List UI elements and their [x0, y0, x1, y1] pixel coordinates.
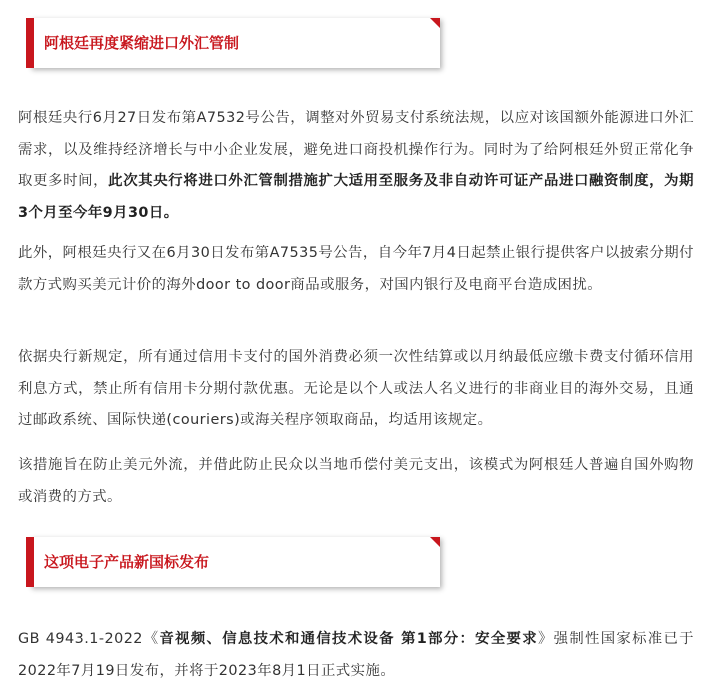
section-header-argentina: [26, 18, 440, 68]
paragraph: [18, 342, 694, 437]
paragraph-text: 此外，阿根廷央行又在6月30日发布第A7535号公告，自今年7月4日起禁止银行提供客户以披索分期付款方式购买美元计价的海外door to door商品或服务，对国内银行及电商平台造成困扰。: [18, 245, 694, 293]
header-accent-bar: [26, 18, 34, 68]
paragraph-text: 该措施旨在防止美元外流，并借此防止民众以当地币偿付美元支出，该模式为阿根廷人普遍自国外购物或消费的方式。: [18, 457, 694, 505]
paragraph-text: GB 4943.1-2022《: [18, 631, 160, 647]
header-corner-decoration: [430, 18, 440, 28]
paragraph: [18, 624, 694, 687]
paragraph-text: 阿根廷央行6月27日发布第A7532号公告，调整对外贸易支付系统法规，以应对该国额外能源进口外汇需求，以及维持经济增长与中小企业发展，避免进口商投机操作行为。同时为了给阿根廷外贸正常化争取更多时间，: [18, 110, 694, 189]
section-title: 这项电子产品新国标发布: [44, 553, 210, 571]
section-header-standard: [26, 537, 440, 587]
paragraph: [18, 238, 694, 301]
paragraph: [18, 450, 694, 513]
section-title: 阿根廷再度紧缩进口外汇管制: [44, 34, 240, 52]
paragraph-bold-text: 音视频、信息技术和通信技术设备 第1部分：安全要求: [159, 631, 538, 647]
paragraph-text: 依据央行新规定，所有通过信用卡支付的国外消费必须一次性结算或以月纳最低应缴卡费支付循环信用利息方式，禁止所有信用卡分期付款优惠。无论是以个人或法人名义进行的非商业目的海外交易，且通过邮政系统、国际快递(couriers)或海关程序领取商品，均适用该规定。: [18, 349, 694, 428]
header-corner-decoration: [430, 537, 440, 547]
header-accent-bar: [26, 537, 34, 587]
paragraph: [18, 103, 694, 229]
paragraph-bold-text: 此次其央行将进口外汇管制措施扩大适用至服务及非自动许可证产品进口融资制度，为期3个月至今年9月30日。: [18, 173, 695, 221]
paragraph-text: 》强制性国家标准已于2022年7月19日发布，并将于2023年8月1日正式实施。: [18, 631, 694, 679]
